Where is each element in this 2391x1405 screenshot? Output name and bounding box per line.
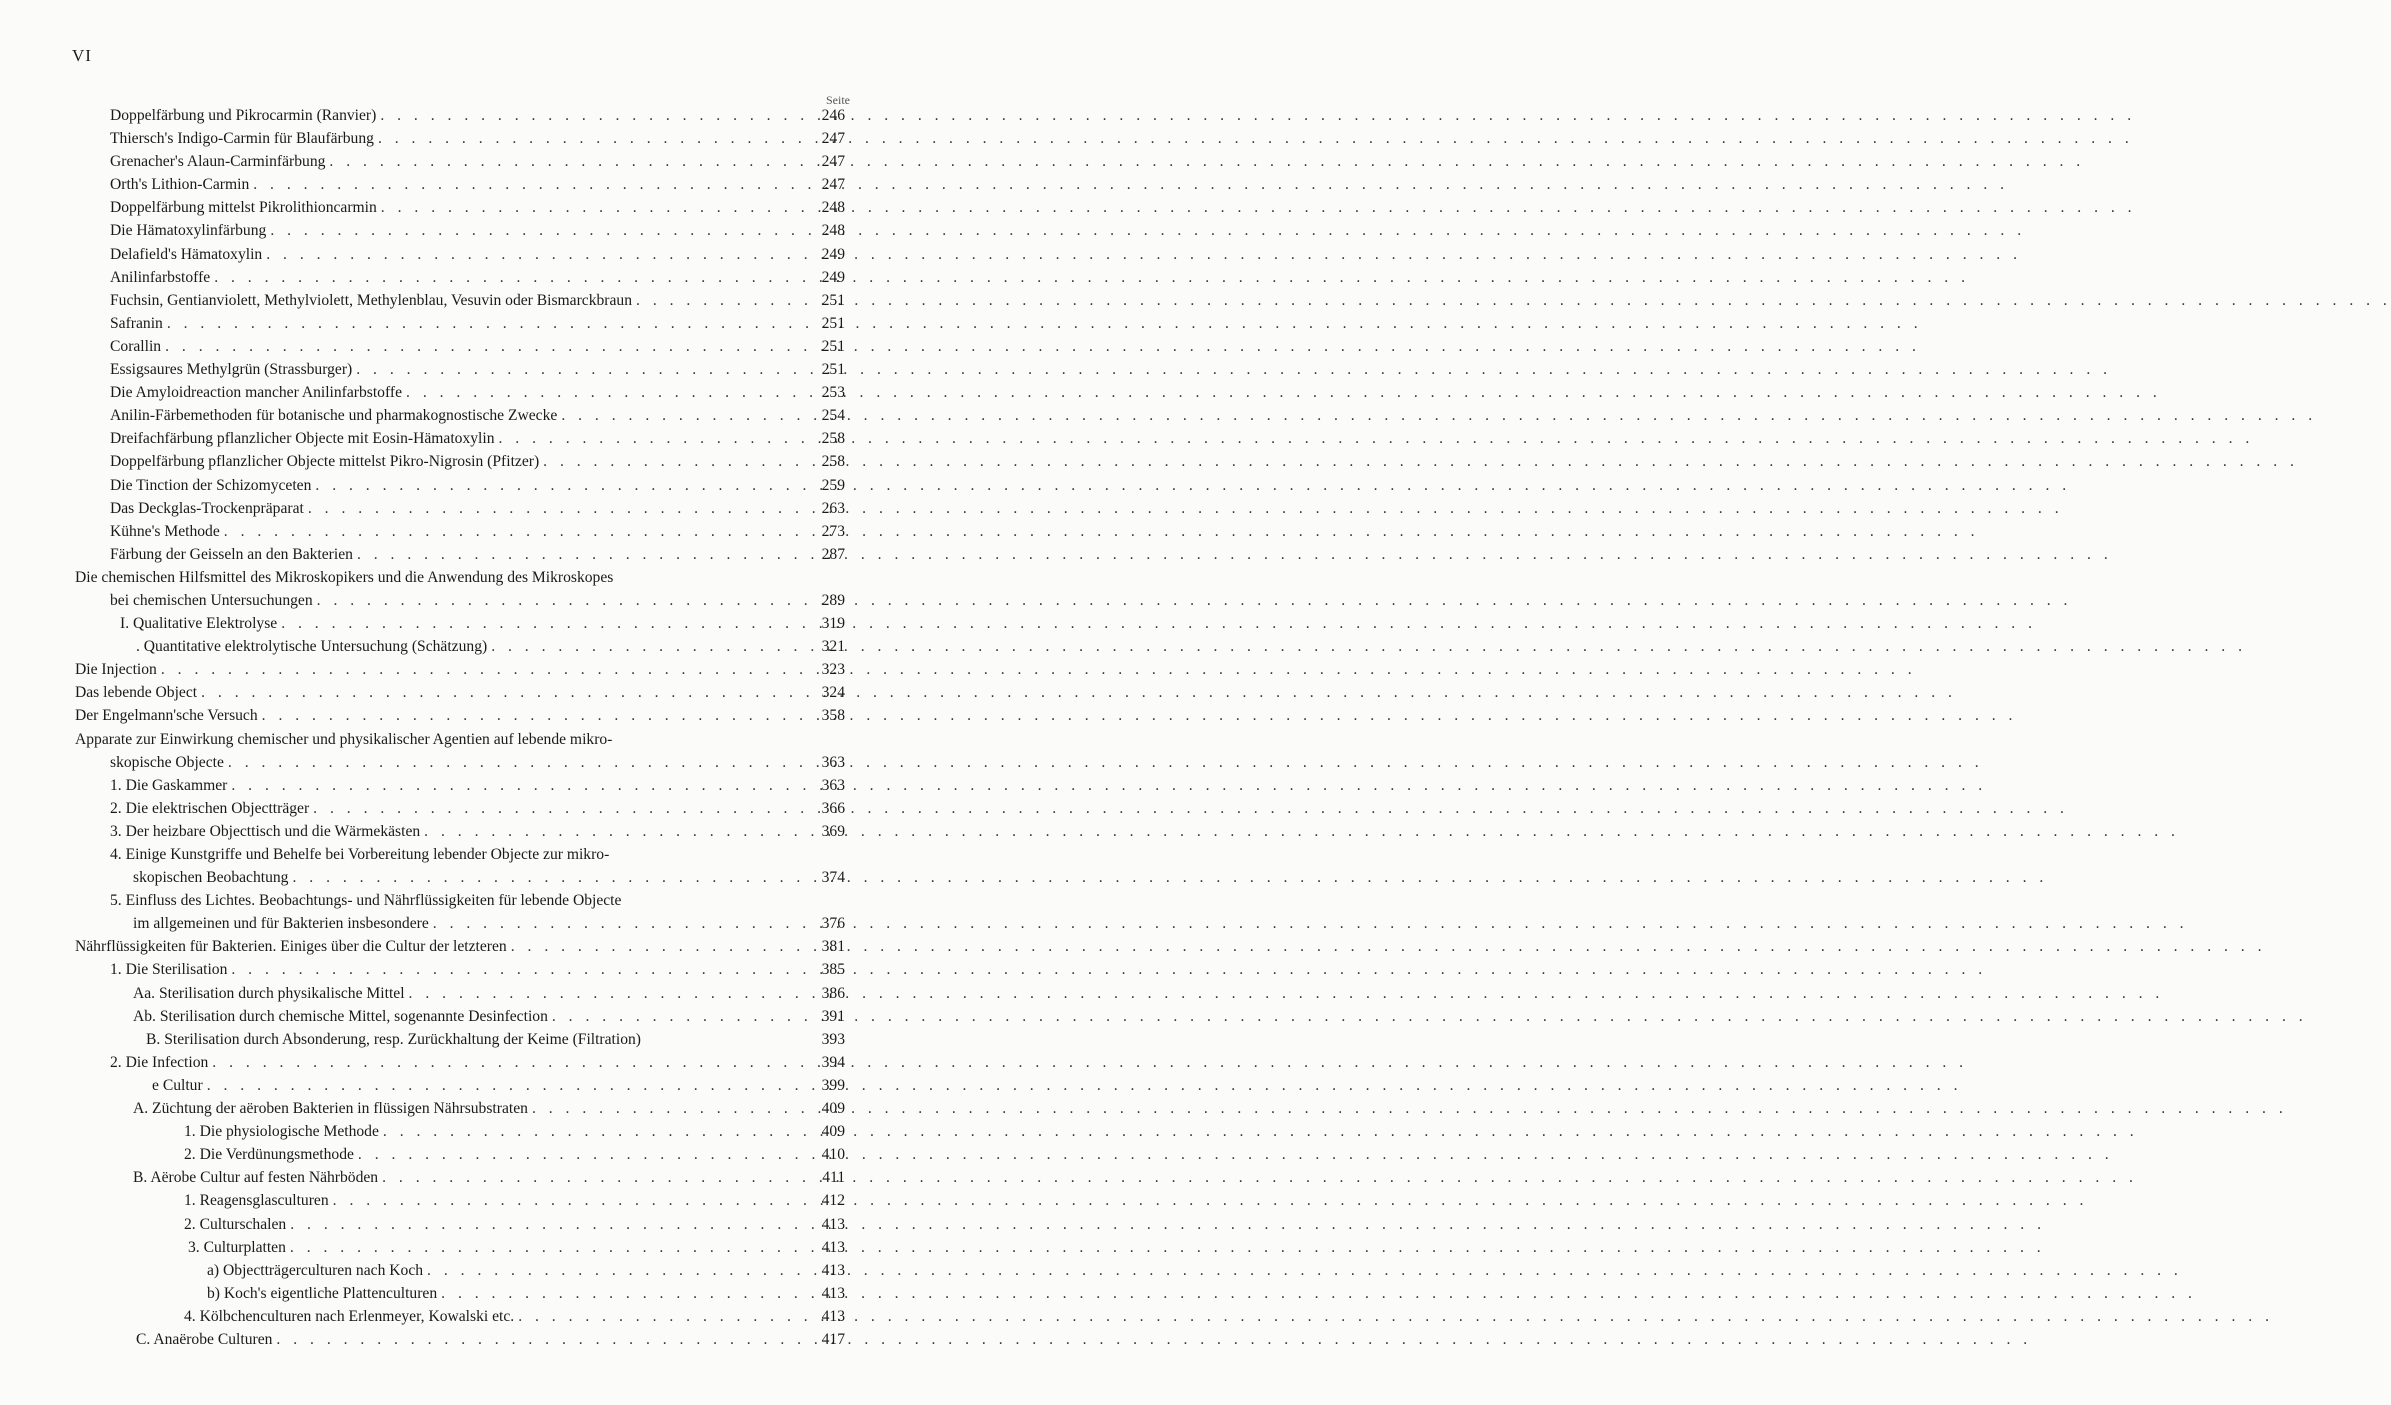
- toc-entry: [0, 150, 900, 173]
- toc-entry-title: Die Amyloidreaction mancher Anilinfarbstoffe: [110, 384, 403, 402]
- toc-entry-line: [110, 958, 845, 981]
- toc-entry: [0, 1074, 900, 1097]
- toc-entry-line: [152, 1074, 845, 1097]
- toc-page-number: 248: [821, 199, 845, 217]
- toc-entry-title: Grenacher's Alaun-Carminfärbung: [110, 153, 326, 171]
- toc-entry: [0, 635, 900, 658]
- toc-entry: [0, 681, 900, 704]
- toc-page-number: 399: [821, 1076, 845, 1094]
- toc-entry-title: . Quantitative elektrolytische Untersuchung (Schätzung): [136, 638, 488, 656]
- toc-entry-line: [110, 589, 845, 612]
- toc-page-number: 369: [821, 822, 845, 840]
- toc-entry: [0, 1120, 900, 1143]
- toc-entry-title: I. Qualitative Elektrolyse: [120, 615, 278, 633]
- toc-entry-line: [110, 104, 845, 127]
- toc-page-number: 411: [822, 1169, 845, 1187]
- toc-dot-leader: [329, 150, 811, 173]
- page-number: VI: [72, 46, 92, 65]
- toc-entry-line: [133, 866, 845, 889]
- toc-entry: [0, 612, 900, 635]
- toc-dot-leader: [201, 681, 811, 704]
- toc-dot-leader: [207, 1074, 811, 1097]
- toc-entry-line: [133, 912, 845, 935]
- toc-dot-leader: [290, 1213, 811, 1236]
- toc-dot-leader: [441, 1282, 811, 1305]
- toc-dot-leader: [281, 612, 811, 635]
- toc-entry: [0, 704, 900, 727]
- toc-entry-title: Orth's Lithion-Carmin: [110, 176, 250, 194]
- toc-dot-leader: [561, 404, 811, 427]
- toc-page-number: 363: [821, 753, 845, 771]
- toc-dot-leader: [378, 127, 811, 150]
- toc-entry: [0, 196, 900, 219]
- toc-dot-leader: [552, 1005, 811, 1028]
- toc-entry: [0, 728, 900, 751]
- toc-page-number: 247: [821, 130, 845, 148]
- toc-entry-title: Das Deckglas-Trockenpräparat: [110, 499, 304, 517]
- toc-entry-title: C. Anaërobe Culturen: [136, 1330, 273, 1348]
- table-of-contents: [0, 104, 900, 1351]
- toc-entry: [0, 450, 900, 473]
- toc-entry-title: Die Tinction der Schizomyceten: [110, 476, 312, 494]
- toc-entry-line: [133, 1005, 845, 1028]
- toc-entry: [0, 1328, 900, 1351]
- toc-entry-title: Anilin-Färbemethoden für botanische und pharmakognostische Zwecke: [110, 407, 558, 425]
- toc-entry: [0, 127, 900, 150]
- toc-dot-leader: [165, 335, 811, 358]
- toc-dot-leader: [358, 1143, 811, 1166]
- toc-dot-leader: [228, 751, 811, 774]
- toc-dot-leader: [357, 543, 811, 566]
- toc-page-number: 263: [821, 499, 845, 517]
- toc-page-number: 363: [821, 776, 845, 794]
- toc-entry-line: [207, 1259, 845, 1282]
- toc-entry-title: Der Engelmann'sche Versuch: [75, 707, 258, 725]
- toc-page-number: 412: [821, 1192, 845, 1210]
- toc-entry-line: [184, 1305, 845, 1328]
- toc-page-number: 366: [821, 799, 845, 817]
- toc-dot-leader: [167, 312, 811, 335]
- toc-entry-line: [110, 289, 845, 312]
- toc-entry-title: Die Hämatoxylinfärbung: [110, 222, 267, 240]
- toc-entry-title: 2. Die elektrischen Objectträger: [110, 799, 310, 817]
- toc-entry-title: e Cultur: [152, 1076, 203, 1094]
- toc-entry-title: 1. Die physiologische Methode: [184, 1123, 379, 1141]
- toc-page-number: 251: [821, 361, 845, 379]
- toc-page-number: 321: [821, 638, 845, 656]
- toc-entry-title: Das lebende Object: [75, 684, 198, 702]
- toc-entry: [0, 1305, 900, 1328]
- toc-entry-line: [75, 935, 845, 958]
- toc-entry-line: [110, 243, 845, 266]
- toc-dot-leader: [333, 1189, 811, 1212]
- toc-dot-leader: [356, 358, 811, 381]
- toc-entry-title: Die chemischen Hilfsmittel des Mikroskopikers und die Anwendung des Mikroskopes: [75, 568, 614, 586]
- toc-entry-title: Doppelfärbung und Pikrocarmin (Ranvier): [110, 107, 377, 124]
- toc-dot-leader: [308, 497, 811, 520]
- toc-entry: [0, 1259, 900, 1282]
- toc-page-number: 259: [821, 476, 845, 494]
- toc-entry-line: [110, 127, 845, 150]
- toc-entry-line: [110, 404, 845, 427]
- toc-entry-line: [110, 474, 845, 497]
- toc-dot-leader: [292, 866, 811, 889]
- toc-entry-line: [110, 196, 845, 219]
- toc-dot-leader: [270, 219, 811, 242]
- toc-page-number: 289: [821, 591, 845, 609]
- toc-entry: [0, 381, 900, 404]
- toc-entry-line: [110, 335, 845, 358]
- toc-entry: [0, 266, 900, 289]
- toc-dot-leader: [212, 1051, 811, 1074]
- toc-entry: [0, 289, 900, 312]
- toc-page-number: 410: [821, 1146, 845, 1164]
- toc-page-number: 413: [821, 1307, 845, 1325]
- toc-entry: [0, 866, 900, 889]
- toc-entry: [0, 820, 900, 843]
- toc-entry: [0, 219, 900, 242]
- toc-entry-line: [136, 1328, 845, 1351]
- toc-page-number: 409: [821, 1123, 845, 1141]
- toc-dot-leader: [636, 289, 811, 312]
- toc-page-number: 251: [821, 314, 845, 332]
- toc-entry-title: Thiersch's Indigo-Carmin für Blaufärbung: [110, 130, 374, 148]
- toc-entry-title: Delafield's Hämatoxylin: [110, 245, 263, 263]
- toc-entry-title: b) Koch's eigentliche Plattenculturen: [207, 1284, 438, 1302]
- toc-page-number: 391: [821, 1007, 845, 1025]
- toc-page-number: 258: [821, 453, 845, 471]
- toc-entry-title: 2. Die Verdünungsmethode: [184, 1146, 354, 1164]
- toc-entry: [0, 1051, 900, 1074]
- toc-page-number: 376: [821, 915, 845, 933]
- toc-entry-title: 1. Die Gaskammer: [110, 776, 228, 794]
- toc-page-number: 413: [821, 1284, 845, 1302]
- toc-entry-title: skopische Objecte: [110, 753, 224, 771]
- toc-entry-line: [75, 681, 845, 704]
- toc-dot-leader: [266, 243, 811, 266]
- toc-entry: [0, 912, 900, 935]
- toc-entry-line: [146, 1028, 845, 1051]
- toc-entry-title: Anilinfarbstoffe: [110, 268, 211, 286]
- toc-entry-line: [110, 312, 845, 335]
- toc-entry-line: [136, 635, 845, 658]
- toc-entry: [0, 104, 900, 127]
- toc-entry: [0, 797, 900, 820]
- toc-entry-line: [110, 543, 845, 566]
- toc-entry-line: [184, 1143, 845, 1166]
- toc-page-number: 273: [821, 522, 845, 540]
- toc-entry-line: [207, 1282, 845, 1305]
- toc-entry: [0, 958, 900, 981]
- column-header-seite: Seite: [826, 93, 850, 107]
- toc-entry-line: [120, 612, 845, 635]
- toc-entry-line: [110, 150, 845, 173]
- toc-entry-line: [110, 427, 845, 450]
- toc-entry-title: 4. Kölbchenculturen nach Erlenmeyer, Kowalski etc.: [184, 1307, 515, 1325]
- toc-dot-leader: [381, 196, 811, 219]
- toc-entry-line: [184, 1120, 845, 1143]
- toc-entry-line: [110, 843, 845, 866]
- toc-page-number: 381: [821, 938, 845, 956]
- toc-entry: [0, 404, 900, 427]
- toc-entry-title: 1. Reagensglasculturen: [184, 1192, 329, 1210]
- toc-entry: [0, 427, 900, 450]
- toc-entry-line: [110, 1051, 845, 1074]
- toc-entry-line: [110, 751, 845, 774]
- toc-entry-line: [110, 797, 845, 820]
- toc-entry-title: 2. Die Infection: [110, 1053, 209, 1071]
- toc-entry: [0, 774, 900, 797]
- toc-entry-title: 3. Culturplatten: [188, 1238, 286, 1256]
- toc-page-number: 393: [821, 1030, 845, 1048]
- toc-entry-title: Nährflüssigkeiten für Bakterien. Einiges über die Cultur der letzteren: [75, 938, 507, 956]
- toc-entry: [0, 312, 900, 335]
- toc-entry: [0, 1282, 900, 1305]
- toc-page-number: 386: [821, 984, 845, 1002]
- toc-page-number: 251: [821, 337, 845, 355]
- toc-entry-title: skopischen Beobachtung: [133, 869, 289, 887]
- toc-page-number: 358: [821, 707, 845, 725]
- toc-entry: [0, 1028, 900, 1051]
- toc-entry: [0, 843, 900, 866]
- toc-dot-leader: [262, 704, 811, 727]
- toc-entry: [0, 497, 900, 520]
- toc-entry: [0, 335, 900, 358]
- toc-entry-line: [184, 1213, 845, 1236]
- toc-entry-title: 3. Der heizbare Objecttisch und die Wärmekästen: [110, 822, 421, 840]
- toc-dot-leader: [231, 958, 811, 981]
- toc-entry: [0, 243, 900, 266]
- toc-entry: [0, 1005, 900, 1028]
- toc-entry-title: Safranin: [110, 314, 163, 332]
- toc-entry-line: [75, 566, 845, 589]
- toc-entry-title: 1. Die Sterilisation: [110, 961, 228, 979]
- toc-entry-title: bei chemischen Untersuchungen: [110, 591, 313, 609]
- toc-page-number: 374: [821, 869, 845, 887]
- toc-entry-title: im allgemeinen und für Bakterien insbesondere: [133, 915, 429, 933]
- toc-page-number: 413: [821, 1261, 845, 1279]
- toc-page-number: 247: [821, 153, 845, 171]
- toc-dot-leader: [214, 266, 811, 289]
- toc-entry-title: a) Objectträgerculturen nach Koch: [207, 1261, 424, 1279]
- toc-dot-leader: [276, 1328, 811, 1351]
- toc-entry: [0, 1097, 900, 1120]
- toc-entry-title: Essigsaures Methylgrün (Strassburger): [110, 361, 353, 379]
- toc-page-number: 417: [821, 1330, 845, 1348]
- toc-page-number: 253: [821, 384, 845, 402]
- toc-entry-title: Färbung der Geisseln an den Bakterien: [110, 545, 353, 563]
- toc-entry-line: [184, 1189, 845, 1212]
- toc-entry-line: [110, 520, 845, 543]
- toc-entry-line: [110, 266, 845, 289]
- toc-dot-leader: [290, 1236, 811, 1259]
- toc-entry: [0, 1236, 900, 1259]
- toc-page-number: 249: [821, 245, 845, 263]
- toc-entry-title: B. Sterilisation durch Absonderung, resp. Zurückhaltung der Keime (Filtration): [146, 1030, 642, 1048]
- toc-entry: [0, 889, 900, 912]
- toc-dot-leader: [518, 1305, 811, 1328]
- toc-entry-line: [188, 1236, 845, 1259]
- toc-entry: [0, 658, 900, 681]
- toc-page-number: 413: [821, 1215, 845, 1233]
- toc-page-number: 324: [821, 684, 845, 702]
- toc-dot-leader: [433, 912, 811, 935]
- toc-entry-line: [75, 728, 845, 751]
- toc-entry: [0, 358, 900, 381]
- toc-dot-leader: [424, 820, 811, 843]
- toc-dot-leader: [409, 982, 811, 1005]
- toc-page-number: 409: [821, 1100, 845, 1118]
- toc-entry-line: [110, 381, 845, 404]
- toc-entry: [0, 1166, 900, 1189]
- toc-page-number: 413: [821, 1238, 845, 1256]
- toc-dot-leader: [406, 381, 811, 404]
- toc-entry-title: Kühne's Methode: [110, 522, 220, 540]
- toc-dot-leader: [382, 1166, 811, 1189]
- toc-entry-title: 2. Culturschalen: [184, 1215, 287, 1233]
- toc-entry-title: Dreifachfärbung pflanzlicher Objecte mit Eosin-Hämatoxylin: [110, 430, 495, 448]
- toc-page-number: 251: [821, 291, 845, 309]
- toc-entry-title: Aa. Sterilisation durch physikalische Mittel: [133, 984, 405, 1002]
- toc-entry-title: B. Aërobe Cultur auf festen Nährböden: [133, 1169, 379, 1187]
- toc-entry-line: [133, 982, 845, 1005]
- toc-entry-line: [75, 658, 845, 681]
- toc-entry-line: [110, 173, 845, 196]
- toc-entry: [0, 1143, 900, 1166]
- toc-page-number: 287: [821, 545, 845, 563]
- toc-dot-leader: [511, 935, 811, 958]
- toc-page-number: 394: [821, 1053, 845, 1071]
- toc-entry-title: Doppelfärbung mittelst Pikrolithioncarmin: [110, 199, 377, 217]
- toc-entry: [0, 1189, 900, 1212]
- toc-entry-line: [110, 450, 845, 473]
- toc-entry-line: [75, 704, 845, 727]
- toc-page-number: 385: [821, 961, 845, 979]
- toc-entry: [0, 751, 900, 774]
- toc-page-number: 254: [821, 407, 845, 425]
- toc-dot-leader: [543, 450, 811, 473]
- toc-dot-leader: [315, 474, 811, 497]
- toc-entry-line: [110, 820, 845, 843]
- toc-entry: [0, 173, 900, 196]
- toc-entry-line: [110, 497, 845, 520]
- toc-entry: [0, 566, 900, 589]
- toc-entry: [0, 589, 900, 612]
- toc-dot-leader: [313, 797, 811, 820]
- toc-dot-leader: [499, 427, 812, 450]
- toc-entry-title: A. Züchtung der aëroben Bakterien in flüssigen Nährsubstraten: [133, 1100, 528, 1118]
- toc-dot-leader: [161, 658, 811, 681]
- toc-entry-line: [110, 889, 845, 912]
- toc-dot-leader: [491, 635, 811, 658]
- toc-dot-leader: [253, 173, 811, 196]
- toc-page-number: 319: [821, 615, 845, 633]
- toc-entry-title: Ab. Sterilisation durch chemische Mittel, sogenannte Desinfection: [133, 1007, 548, 1025]
- toc-dot-leader: [231, 774, 811, 797]
- toc-entry-line: [110, 219, 845, 242]
- toc-page-number: 247: [821, 176, 845, 194]
- toc-entry-title: Corallin: [110, 337, 162, 355]
- toc-entry: [0, 982, 900, 1005]
- toc-dot-leader: [317, 589, 811, 612]
- toc-entry: [0, 474, 900, 497]
- toc-entry-title: Fuchsin, Gentianviolett, Methylviolett, Methylenblau, Vesuvin oder Bismarckbraun: [110, 291, 633, 309]
- toc-page-number: 246: [821, 107, 845, 124]
- toc-entry: [0, 1213, 900, 1236]
- toc-dot-leader: [532, 1097, 811, 1120]
- toc-dot-leader: [224, 520, 811, 543]
- toc-page-number: 258: [821, 430, 845, 448]
- toc-entry-title: 4. Einige Kunstgriffe und Behelfe bei Vorbereitung lebender Objecte zur mikro-: [110, 846, 610, 863]
- toc-entry-line: [110, 358, 845, 381]
- toc-dot-leader: [380, 104, 811, 127]
- toc-entry-line: [133, 1166, 845, 1189]
- toc-entry-title: Die Injection: [75, 661, 157, 679]
- toc-dot-leader: [427, 1259, 811, 1282]
- toc-page-number: 249: [821, 268, 845, 286]
- toc-entry-title: 5. Einfluss des Lichtes. Beobachtungs- und Nährflüssigkeiten für lebende Objecte: [110, 892, 622, 910]
- toc-entry-line: [110, 774, 845, 797]
- toc-entry: [0, 520, 900, 543]
- toc-entry: [0, 543, 900, 566]
- toc-entry-line: [133, 1097, 845, 1120]
- toc-page-number: 248: [821, 222, 845, 240]
- toc-entry: [0, 935, 900, 958]
- toc-page-number: 323: [821, 661, 845, 679]
- toc-entry-title: Doppelfärbung pflanzlicher Objecte mittelst Pikro-Nigrosin (Pfitzer): [110, 453, 540, 471]
- toc-dot-leader: [383, 1120, 811, 1143]
- toc-entry-title: Apparate zur Einwirkung chemischer und physikalischer Agentien auf lebende mikro-: [75, 730, 613, 748]
